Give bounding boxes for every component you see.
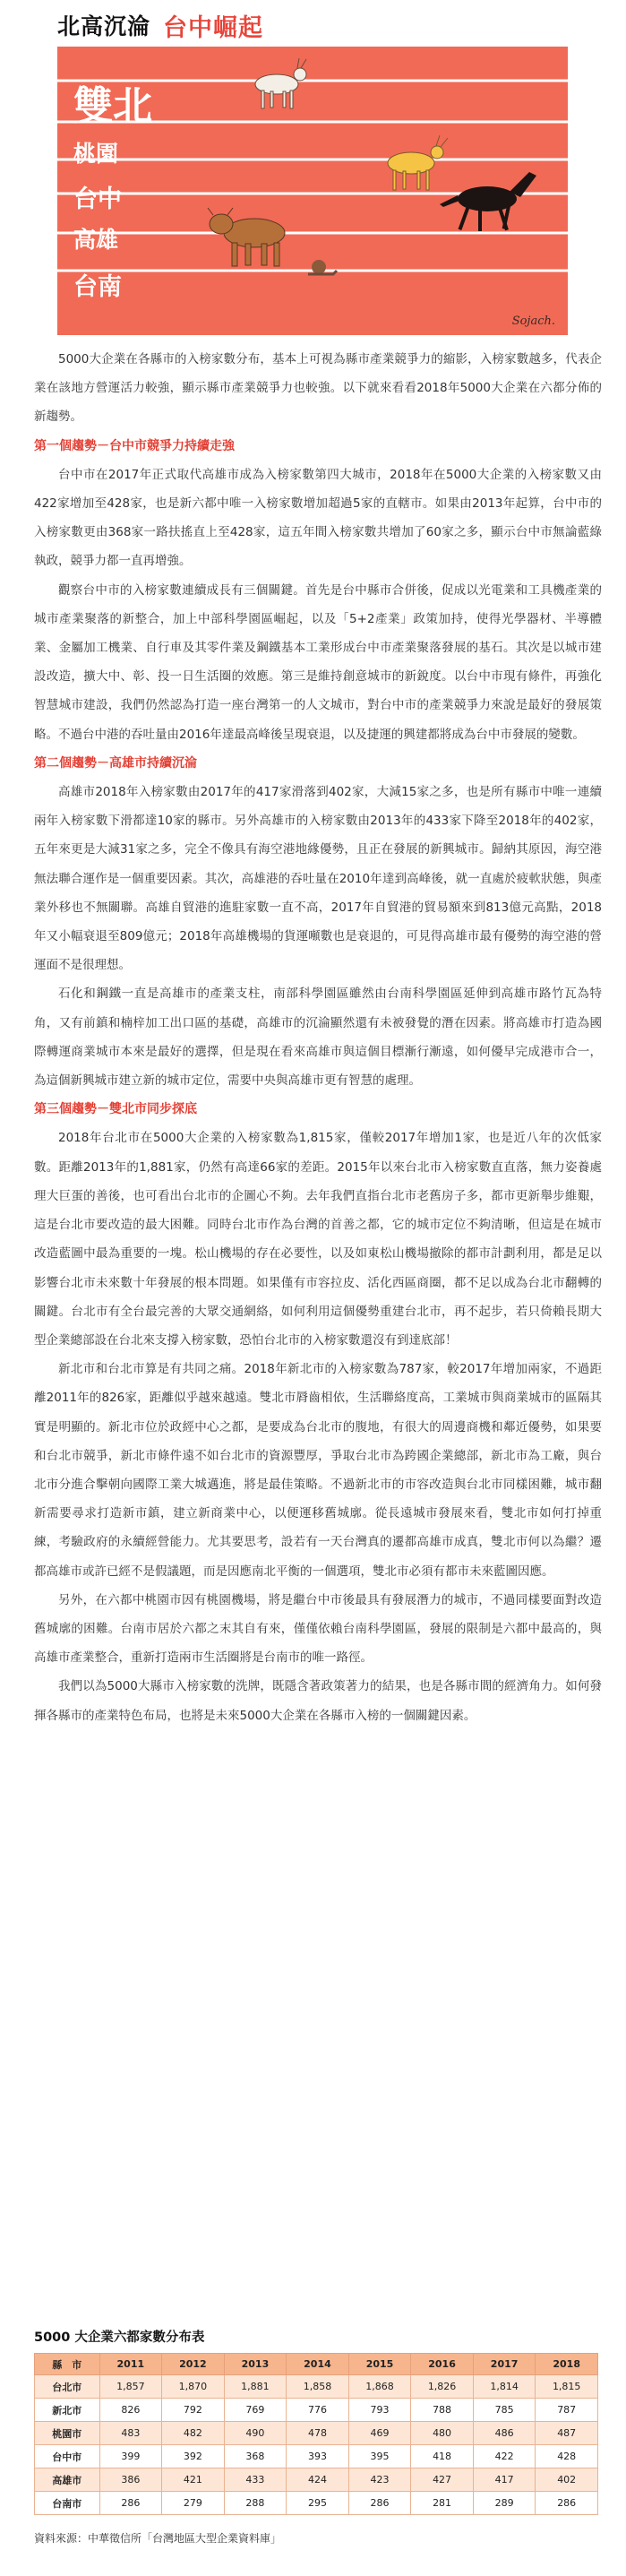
table-cell: 483 <box>99 2422 162 2445</box>
table-cell: 402 <box>536 2468 598 2492</box>
horse-icon <box>440 172 536 231</box>
table-cell: 788 <box>411 2399 474 2422</box>
table-cell: 368 <box>224 2445 287 2468</box>
table-cell: 776 <box>287 2399 349 2422</box>
table-cell: 台北市 <box>35 2375 100 2399</box>
intro-paragraph: 5000大企業在各縣市的入榜家數分布，基本上可視為縣市產業競爭力的縮影，入榜家數越多，代表企業在該地方營運活力較強，顯示縣市產業競爭力也較強。以下就來看看2018年5000大企業在六都分佈的新趨勢。 <box>34 352 602 425</box>
table-cell: 台中市 <box>35 2445 100 2468</box>
city-label-tainan: 台南 <box>73 273 122 301</box>
column-header: 2012 <box>162 2354 225 2375</box>
table-cell: 288 <box>224 2492 287 2515</box>
table-row <box>35 2445 598 2468</box>
table-cell: 高雄市 <box>35 2468 100 2492</box>
table-cell: 286 <box>99 2492 162 2515</box>
paragraph: 台中市在2017年正式取代高雄市成為入榜家數第四大城市，2018年在5000大企業的入榜家數又由422家增加至428家，也是新六都中唯一入榜家數增加超過5家的直轄市。如果由2013年起算，台中市的入榜家數更由368家一路扶搖直上至428家，這五年間入榜家數共增加了60家之多，顯示台中市無論藍綠執政，競爭力都一直再增強。 <box>34 467 602 569</box>
table-header-row <box>35 2354 598 2375</box>
section-heading-3: 第三個趨勢－雙北市同步探底 <box>34 1102 197 1117</box>
column-header: 2017 <box>473 2354 536 2375</box>
article-body <box>34 345 602 1730</box>
table-cell: 新北市 <box>35 2399 100 2422</box>
table-cell: 787 <box>536 2399 598 2422</box>
table-cell: 1,815 <box>536 2375 598 2399</box>
city-label-shuangbei: 雙北 <box>73 83 152 129</box>
snail-icon <box>308 260 337 274</box>
table-cell: 286 <box>348 2492 411 2515</box>
table-cell: 393 <box>287 2445 349 2468</box>
table-cell: 1,870 <box>162 2375 225 2399</box>
city-label-kaohsiung: 高雄 <box>73 227 119 253</box>
title-black: 北高沉淪 <box>57 13 151 39</box>
table-cell: 793 <box>348 2399 411 2422</box>
column-header: 2018 <box>536 2354 598 2375</box>
column-header: 2015 <box>348 2354 411 2375</box>
illustration <box>57 47 568 335</box>
table-cell: 785 <box>473 2399 536 2422</box>
distribution-table-section <box>34 2328 602 2515</box>
table-cell: 1,814 <box>473 2375 536 2399</box>
column-header: 2011 <box>99 2354 162 2375</box>
column-header: 2013 <box>224 2354 287 2375</box>
table-cell: 769 <box>224 2399 287 2422</box>
data-source-note: 資料來源：中華徵信所「台灣地區大型企業資料庫」 <box>34 2532 282 2545</box>
city-label-taichung: 台中 <box>73 185 122 213</box>
table-cell: 487 <box>536 2422 598 2445</box>
table-row <box>35 2422 598 2445</box>
table-cell: 281 <box>411 2492 474 2515</box>
table-cell: 1,881 <box>224 2375 287 2399</box>
table-cell: 427 <box>411 2468 474 2492</box>
goat-icon <box>255 58 306 108</box>
column-header: 2014 <box>287 2354 349 2375</box>
table-cell: 1,868 <box>348 2375 411 2399</box>
paragraph: 石化和鋼鐵一直是高雄市的產業支柱，南部科學園區雖然由台南科學園區延伸到高雄市路竹瓦為特角，又有前鎮和楠梓加工出口區的基礎，高雄市的沉淪顯然還有未被發覺的潛在因素。將高雄市打造為國際轉運商業城市本來是最好的選擇，但是現在看來高雄市與這個目標漸行漸遠，如何優早完成港市合一，為這個新興城市建立新的城市定位，需要中央與高雄市更有智慧的處理。 <box>34 986 602 1089</box>
table-cell: 295 <box>287 2492 349 2515</box>
table-cell: 482 <box>162 2422 225 2445</box>
table-cell: 433 <box>224 2468 287 2492</box>
table-cell: 423 <box>348 2468 411 2492</box>
paragraph: 另外，在六都中桃園市因有桃園機場，將是繼台中市後最具有發展潛力的城市，不過同樣要面對改造舊城廓的困難。台南市居於六都之末其自有來，僅僅依賴台南科學園區，發展的限制是六都中最高的，與高雄市產業整合，重新打造兩市生活圈將是台南市的唯一路徑。 <box>34 1592 602 1666</box>
paragraph: 高雄市2018年入榜家數由2017年的417家滑落到402家，大減15家之多，也是所有縣市中唯一連續兩年入榜家數下滑都達10家的縣市。另外高雄市的入榜家數由2013年的433家下降至2018年的402家，五年來更是大減31家之多，完全不像具有海空港地緣優勢，且正在發展的新興城市。歸納其原因，海空港無法聯合運作是一個重要因素。其次，高雄港的吞吐量在2010年達到高峰後，就一直處於疲軟狀態，與產業外移也不無關聯。高雄自貿港的進駐家數一直不高，2017年自貿港的貿易額來到813億元高點，2018年又小幅衰退至809億元；2018年高雄機場的貨運噸數也是衰退的，可見得高雄市最有優勢的海空港的營運面不是很理想。 <box>34 785 602 973</box>
table-cell: 286 <box>536 2492 598 2515</box>
section-heading-2: 第二個趨勢－高雄市持續沉淪 <box>34 755 197 771</box>
table-cell: 289 <box>473 2492 536 2515</box>
table-cell: 395 <box>348 2445 411 2468</box>
table-title: 5000 大企業六都家數分布表 <box>34 2330 205 2345</box>
table-cell: 1,857 <box>99 2375 162 2399</box>
distribution-table <box>34 2353 598 2515</box>
section-heading-1: 第一個趨勢－台中市競爭力持續走強 <box>34 438 235 453</box>
table-cell: 480 <box>411 2422 474 2445</box>
table-cell: 478 <box>287 2422 349 2445</box>
table-cell: 417 <box>473 2468 536 2492</box>
table-row <box>35 2492 598 2515</box>
table-cell: 392 <box>162 2445 225 2468</box>
table-cell: 422 <box>473 2445 536 2468</box>
table-row <box>35 2399 598 2422</box>
table-cell: 399 <box>99 2445 162 2468</box>
column-header: 2016 <box>411 2354 474 2375</box>
table-cell: 792 <box>162 2399 225 2422</box>
yellow-goat-icon <box>388 135 448 190</box>
table-cell: 428 <box>536 2445 598 2468</box>
paragraph: 觀察台中市的入榜家數連續成長有三個關鍵。首先是台中縣市合併後，促成以光電業和工具機產業的城市產業聚落的新整合，加上中部科學園區崛起，以及「5+2產業」政策加持，使得光學器材、半導體業、金屬加工機業、自行車及其零件業及鋼鐵基本工業形成台中市產業聚落發展的基石。其次是以城市建設改造，擴大中、彰、投一日生活圈的效應。第三是維持創意城市的新銳度。以台中市現有條件，再強化智慧城市建設，我們仍然認為打造一座台灣第一的人文城市，對台中市的產業競爭力來說是最好的發展策略。不過台中港的吞吐量由2016年達最高峰後呈現衰退，以及捷運的興建都將成為台中市發展的變數。 <box>34 582 602 742</box>
table-cell: 486 <box>473 2422 536 2445</box>
title-red: 台中崛起 <box>163 13 264 42</box>
table-cell: 826 <box>99 2399 162 2422</box>
paragraph: 2018年台北市在5000大企業的入榜家數為1,815家，僅較2017年增加1家，也是近八年的次低家數。距離2013年的1,881家，仍然有高達66家的差距。2015年以來台北市入榜家數直直落，無力姿養處理大巨蛋的善後，也可看出台北市的企圖心不夠。去年我們直指台北市老舊房子多，都市更新舉步維艱，這是台北市要改造的最大困難。同時台北市作為台灣的首善之都，它的城市定位不夠清晰，但這是在城市改造藍圖中最為重要的一塊。松山機場的存在必要性，以及如東松山機場撤除的都市計劃利用，都是足以影響台北市未來數十年發展的根本問題。如果僅有市容拉皮、活化西區商圈，都不足以成為台北市翻轉的關鍵。台北市有全台最完善的大眾交通網絡，如何利用這個優勢重建台北市，再不起步，若只倚賴長期大型企業總部設在台北來支撐入榜家數，恐怕台北市的入榜家數還沒有到達底部！ <box>34 1131 602 1348</box>
table-cell: 421 <box>162 2468 225 2492</box>
artist-signature: Sojach. <box>511 314 555 328</box>
ox-icon <box>208 208 285 266</box>
paragraph: 新北市和台北市算是有共同之痛。2018年新北市的入榜家數為787家，較2017年增加兩家，不過距離2011年的826家，距離似乎越來越遠。雙北市脣齒相依，生活聯絡度高，工業城市與商業城市的區隔其實是明顯的。新北市位於政經中心之都，是要成為台北市的腹地，有很大的周邊商機和鄰近優勢，如果要和台北市競爭，新北市條件遠不如台北市的資源豐厚，爭取台北市為跨國企業總部，新北市為工廠，與台北市分進合擊朝向國際工業大城邁進，將是最佳策略。不過新北市的市容改造與台北市同樣困難，城市翻新需要尋求打造新市鎮，建立新商業中心，以便運移舊城廓。從長遠城市發展來看，雙北市如何打掉重練，考驗政府的永續經營能力。尤其要思考，設若有一天台灣真的遷都高雄市成真，雙北市何以為繼？遷都高雄市或許已經不是假議題，而是因應南北平衡的一個選項，雙北市必須有都市未來藍圖因應。 <box>34 1362 602 1579</box>
table-cell: 1,826 <box>411 2375 474 2399</box>
table-cell: 490 <box>224 2422 287 2445</box>
table-cell: 1,858 <box>287 2375 349 2399</box>
column-header: 縣 市 <box>35 2354 100 2375</box>
table-cell: 386 <box>99 2468 162 2492</box>
city-label-taoyuan: 桃園 <box>73 141 119 167</box>
paragraph: 我們以為5000大縣市入榜家數的洗牌，既隱含著政策著力的結果，也是各縣市間的經濟角力。如何發揮各縣市的產業特色布局，也將是未來5000大企業在各縣市入榜的一個關鍵因素。 <box>34 1679 602 1723</box>
table-cell: 桃園市 <box>35 2422 100 2445</box>
table-row <box>35 2375 598 2399</box>
table-cell: 469 <box>348 2422 411 2445</box>
page-header <box>57 7 263 43</box>
table-row <box>35 2468 598 2492</box>
table-cell: 418 <box>411 2445 474 2468</box>
table-cell: 424 <box>287 2468 349 2492</box>
table-cell: 台南市 <box>35 2492 100 2515</box>
table-cell: 279 <box>162 2492 225 2515</box>
